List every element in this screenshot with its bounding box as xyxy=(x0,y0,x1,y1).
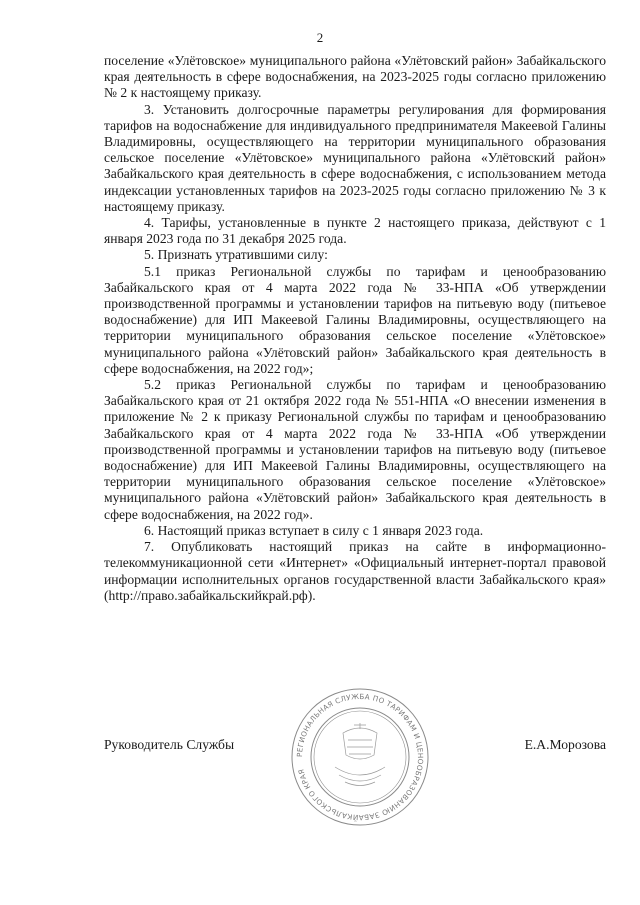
paragraph-item-6: 6. Настоящий приказ вступает в силу с 1 января 2023 года. xyxy=(144,522,484,538)
paragraph-item-7: 7. Опубликовать настоящий приказ на сайте в информационно-телекоммуникационной сети «Интернет» «Официальный интернет-портал правовой информации исполнительных органов государственной власти Забайкальского края» (http://право.забайкальскийкрай.рф). xyxy=(104,539,606,603)
paragraph-item-5-1: 5.1 приказ Региональной службы по тарифам и ценообразованию Забайкальского края от 4 марта 2022 года № 33-НПА «Об утверждении производственной программы и установлении тарифов на питьевую воду (питьевое водоснабжение) для ИП Макеевой Галины Владимировны, осуществляющего на территории муниципального образования сельское поселение «Улётовское» муниципального района «Улётовский район» Забайкальского края деятельность в сфере водоснабжения, на 2022 год»; xyxy=(104,263,606,376)
signatory-name: Е.А.Морозова xyxy=(524,737,606,752)
official-seal xyxy=(285,685,435,830)
page-number: 2 xyxy=(316,30,324,45)
paragraph-item-5: 5. Признать утратившими силу: xyxy=(144,247,328,263)
paragraph-item-5-2: 5.2 приказ Региональной службы по тарифам и ценообразованию Забайкальского края от 21 октября 2022 года № 551-НПА «О внесении изменения в приложение № 2 к приказу Региональной службы по тарифам и ценообразованию Забайкальского края от 4 марта 2022 года № 33-НПА «Об утверждении производственной программы и установлении тарифов на питьевую воду (питьевое водоснабжение) для ИП Макеевой Галины Владимировны, осуществляющего на территории муниципального образования сельское поселение «Улётовское» муниципального района «Улётовский район» Забайкальского края деятельность в сфере водоснабжения, на 2022 год». xyxy=(104,377,606,522)
signature-block xyxy=(104,737,606,757)
paragraph-item-4: 4. Тарифы, установленные в пункте 2 настоящего приказа, действуют с 1 января 2023 года по 31 декабря 2025 года. xyxy=(104,215,606,247)
signatory-position: Руководитель Службы xyxy=(104,737,235,752)
document-body xyxy=(104,53,606,604)
paragraph-item-3: 3. Установить долгосрочные параметры регулирования для формирования тарифов на водоснабжение для индивидуального предпринимателя Макеевой Галины Владимировны, осуществляющего на территории муниципального образования сельское поселение «Улётовское» муниципального района «Улётовский район» Забайкальского края деятельность в сфере водоснабжения, с использованием метода индексации установленных тарифов на 2023-2025 годы согласно приложению № 3 к настоящему приказу. xyxy=(104,101,606,214)
seal-ring-text: РЕГИОНАЛЬНАЯ СЛУЖБА ПО ТАРИФАМ И ЦЕНООБРАЗОВАНИЮ ЗАБАЙКАЛЬСКОГО КРАЯ xyxy=(294,691,426,823)
paragraph-continuation: поселение «Улётовское» муниципального района «Улётовский район» Забайкальского края деятельность в сфере водоснабжения, на 2023-2025 годы согласно приложению № 2 к настоящему приказу. xyxy=(104,53,606,101)
